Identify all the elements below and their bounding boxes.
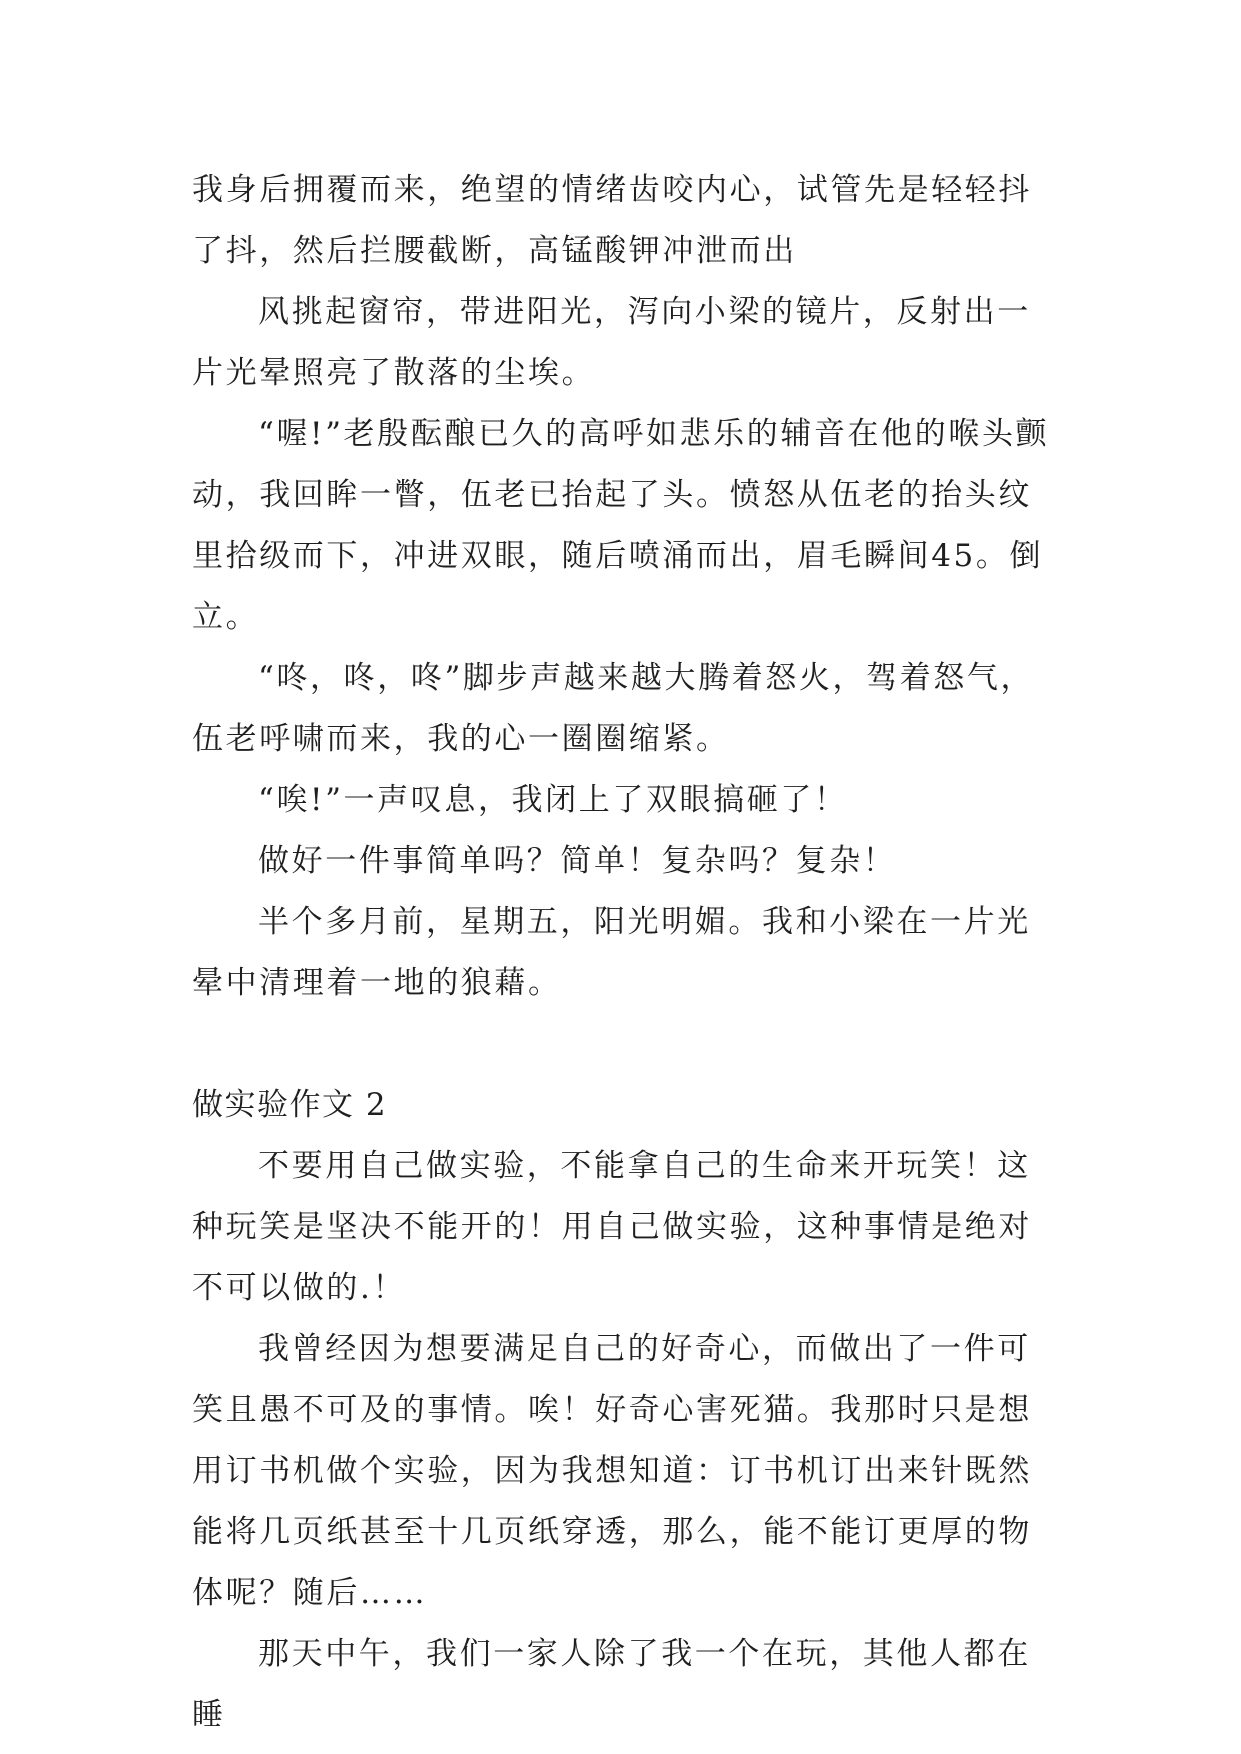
- paragraph: “咚，咚，咚”脚步声越来越大腾着怒火，驾着怒气，伍老呼啸而来，我的心一圈圈缩紧。: [192, 660, 1035, 757]
- paragraph: 半个多月前，星期五，阳光明媚。我和小梁在一片光晕中清理着一地的狼藉。: [192, 904, 1031, 1001]
- paragraph: “喔!”老殷酝酿已久的高呼如悲乐的辅音在他的喉头颤动，我回眸一瞥，伍老已抬起了头。愤怒从伍老的抬头纹里拾级而下，冲进双眼，随后喷涌而出，眉毛瞬间45。倒立。: [192, 416, 1050, 635]
- paragraph: “唉!”一声叹息，我闭上了双眼搞砸了！: [258, 782, 848, 818]
- paragraph: 不要用自己做实验，不能拿自己的生命来开玩笑！这种玩笑是坚决不能开的！用自己做实验，这种事情是绝对不可以做的.！: [192, 1148, 1032, 1306]
- paragraph: 做好一件事简单吗？简单！复杂吗？复杂！: [258, 843, 897, 879]
- paragraph: 那天中午，我们一家人除了我一个在玩，其他人都在睡: [192, 1636, 1031, 1733]
- paragraph: 风挑起窗帘，带进阳光，泻向小梁的镜片，反射出一片光晕照亮了散落的尘埃。: [192, 294, 1031, 391]
- paragraph: 我身后拥覆而来，绝望的情绪齿咬内心，试管先是轻轻抖了抖，然后拦腰截断，高锰酸钾冲泄而出: [192, 172, 1032, 269]
- paragraph: 我曾经因为想要满足自己的好奇心，而做出了一件可笑且愚不可及的事情。唉！好奇心害死猫。我那时只是想用订书机做个实验，因为我想知道：订书机订出来针既然能将几页纸甚至十几页纸穿透，那么，能不能订更厚的物体呢？随后……: [192, 1331, 1032, 1611]
- document-body: [192, 160, 1062, 1746]
- section-title: 做实验作文 2: [192, 1087, 388, 1123]
